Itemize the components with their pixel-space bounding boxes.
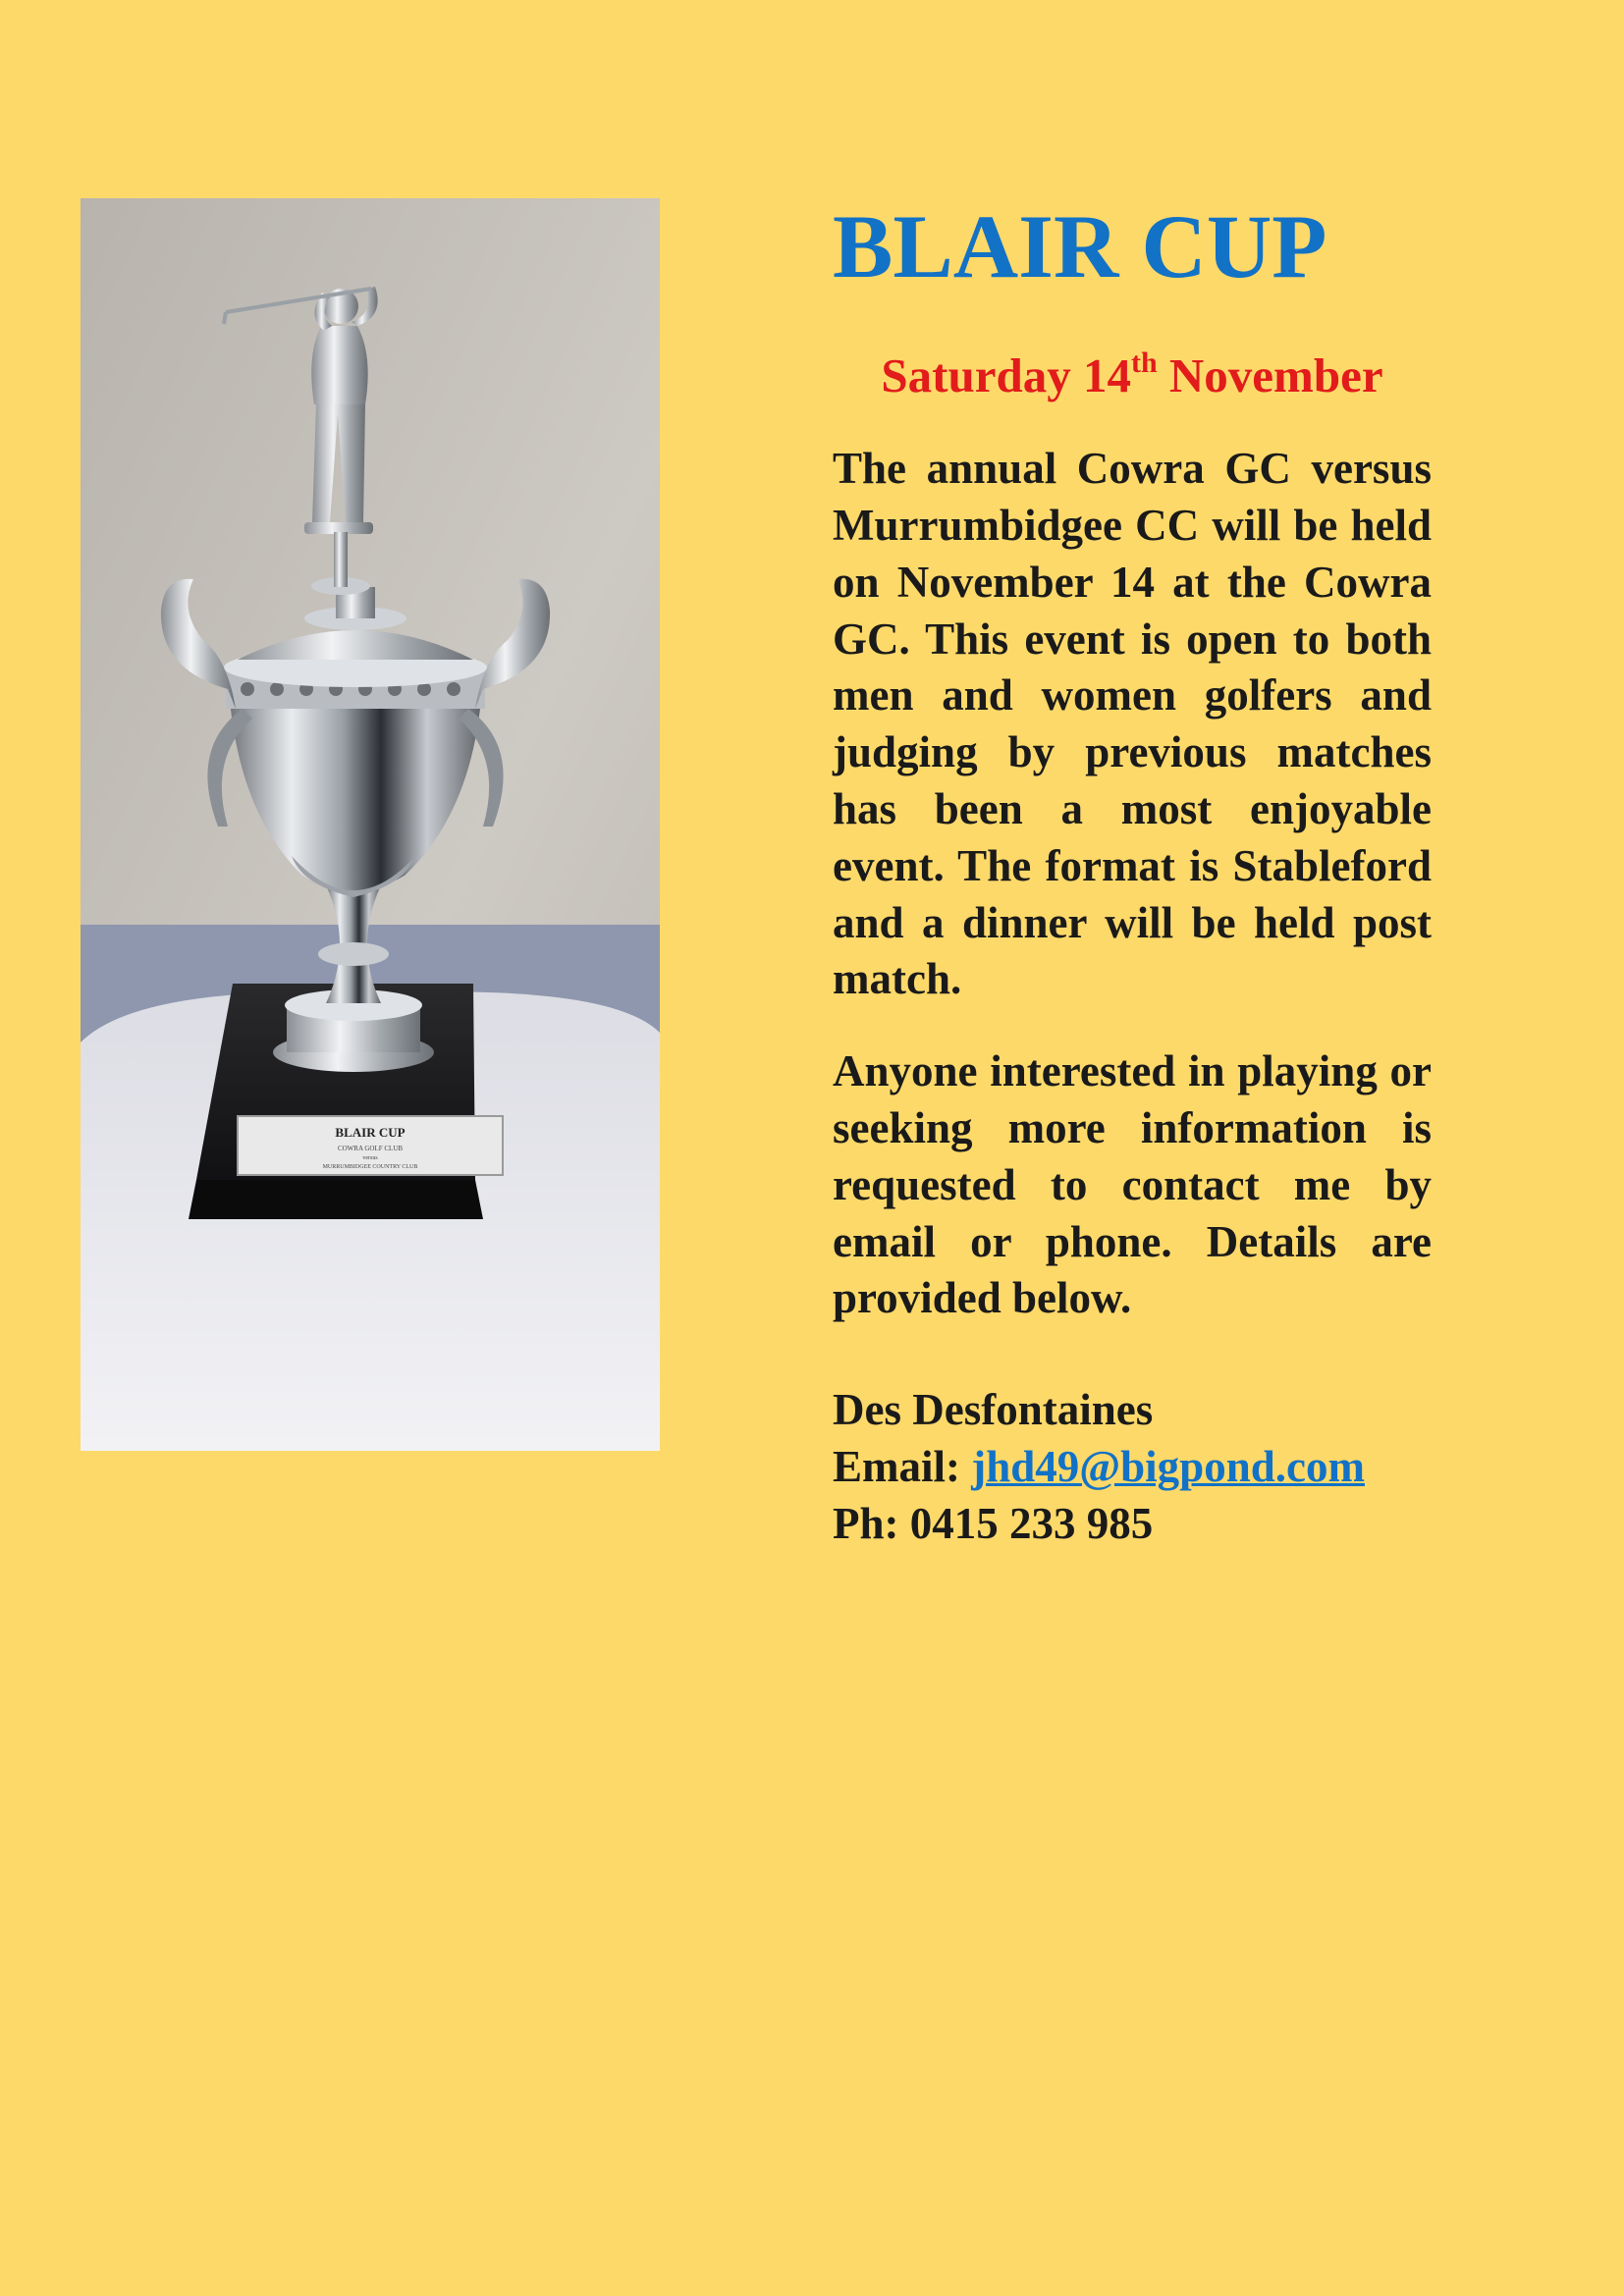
event-date-suffix: th	[1130, 347, 1158, 380]
trophy-photo	[81, 198, 660, 1451]
plaque-line3: versus	[362, 1155, 378, 1161]
event-description: The annual Cowra GC versus Murrumbidgee CC will be held on November 14 at the Cowra GC. This event is open to both men and women golfers and judging by previous matches has been a most enjoyable event. The format is Stableford and a dinner will be held post match.	[833, 444, 1432, 1004]
golf-trophy-icon	[81, 198, 660, 1451]
contact-request: Anyone interested in playing or seeking more information is requested to contact me by email or phone. Details are provided below.	[833, 1046, 1432, 1323]
page-title: BLAIR CUP	[833, 196, 1327, 296]
contact-name: Des Desfontaines	[833, 1385, 1154, 1435]
contact-email-link[interactable]: jhd49@bigpond.com	[971, 1441, 1365, 1491]
event-date-day: Saturday 14	[881, 348, 1131, 403]
event-date-month: November	[1157, 348, 1383, 403]
plaque-line1: BLAIR CUP	[335, 1125, 406, 1140]
contact-email-label: Email:	[833, 1441, 972, 1491]
contact-phone: Ph: 0415 233 985	[833, 1498, 1154, 1548]
flyer-content	[833, 192, 1432, 1553]
contact-block	[833, 1382, 1432, 1552]
plaque-line2: COWRA GOLF CLUB	[337, 1145, 404, 1152]
plaque-line4: MURRUMBIDGEE COUNTRY CLUB	[322, 1164, 418, 1170]
event-date	[833, 347, 1432, 405]
contact-email-line	[833, 1439, 1432, 1496]
